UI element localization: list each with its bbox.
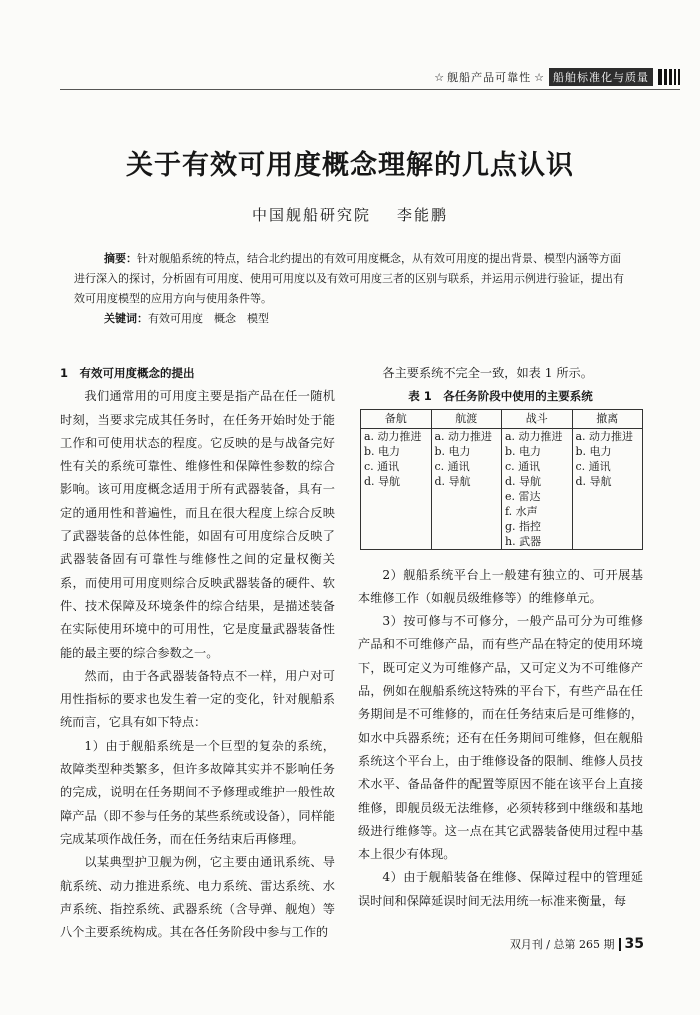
paragraph: 2）舰船系统平台上一般建有独立的、可开展基本维修工作（如舰员级维修等）的维修单元。 [358,567,643,605]
table-header-cell: 航渡 [431,409,502,428]
table-item: a. 动力推进 [364,429,422,443]
mission-systems-table [360,409,643,550]
table-item: f. 水声 [505,504,538,518]
keywords-text: 有效可用度 概念 模型 [148,312,269,325]
table-header-cell: 备航 [361,409,432,428]
header-rule [60,89,680,90]
table-item: g. 指控 [505,519,542,533]
running-header [431,68,680,86]
abstract-text: 针对舰船系统的特点，结合北约提出的有效可用度概念，从有效可用度的提出背景、模型内涵等方面进行深入的探讨，分析固有可用度、使用可用度以及有效可用度三者的区别与联系，并运用示例进行验证，提出有效可用度模型的应用方向与使用条件等。 [74,252,624,305]
table-item: b. 电力 [364,444,401,458]
table-cell [502,428,573,549]
star-icon: ☆ [434,70,445,84]
table-header-cell: 撤离 [572,409,643,428]
table-item: a. 动力推进 [575,429,634,443]
table-caption: 表 1 各任务阶段中使用的主要系统 [408,389,593,404]
left-column [60,362,335,944]
table-item: h. 武器 [505,534,542,548]
table-item: d. 导航 [505,474,542,488]
keywords-label: 关键词： [104,312,148,325]
section-heading: 1 有效可用度概念的提出 [60,366,195,380]
table-item: d. 导航 [364,474,401,488]
table-item: c. 通讯 [364,459,400,473]
table-item: c. 通讯 [434,459,470,473]
paragraph: 3）按可修与不可修分，一般产品可分为可维修产品和不可维修产品，而有些产品在特定的使用环境下，既可定义为可维修产品，又可定义为不可维修产品，例如在舰船系统这特殊的平台下，有些产品在任务期间是不可维修的，而在任务结束后是可维修的，如水中兵器系统；还有在任务期间可维修，但在舰船系统这个平台上，由于维修设备的限制、维修人员技术水平、备品备件的配置等原因不能在该平台上直接维修，即舰员级无法维修，必须转移到中继级和基地级进行维修等。这一点在其它武器装备使用过程中基本上很少有体现。 [358,614,643,862]
table-cell [431,428,502,549]
right-column [358,362,643,913]
table-item: d. 导航 [575,474,612,488]
table-cell [361,428,432,549]
table-item: c. 通讯 [575,459,611,473]
table-item: b. 电力 [575,444,612,458]
table-cell [572,428,643,549]
byline [0,204,700,225]
paragraph: 各主要系统不完全一致，如表 1 所示。 [382,366,593,380]
table-item: a. 动力推进 [505,429,563,443]
paragraph: 然而，由于各武器装备特点不一样，用户对可用性指标的要求也发生着一定的变化，针对舰船系统而言，它具有如下特点： [60,668,335,730]
paragraph: 4）由于舰船装备在维修、保障过程中的管理延误时间和保障延误时间无法用统一标准来衡量，每 [358,870,643,908]
running-header-section: 舰船产品可靠性 [447,71,532,84]
page-number: 35 [624,936,644,952]
article-title: 关于有效可用度概念理解的几点认识 [126,150,574,181]
abstract [74,249,630,329]
star-icon: ☆ [534,70,544,84]
paragraph: 我们通常用的可用度主要是指产品在任一随机时刻，当要求完成其任务时，在任务开始时处于能工作和可使用状态的程度。它反映的是与战备完好性有关的系统可靠性、维修性和保障性参数的综合影响。该可用度概念适用于所有武器装备，具有一定的通用性和普遍性，而且在很大程度上综合反映了武器装备的总体性能，如固有可用度综合反映了武器装备固有可靠性与维修性之间的定量权衡关系，而使用可用度则综合反映武器装备的硬件、软件、技术保障及环境条件的综合结果，是描述装备在实际使用环境中的可用性，它是度量武器装备性能的最主要的综合参数之一。 [60,389,335,660]
table-item: c. 通讯 [505,459,541,473]
table-item: a. 动力推进 [434,429,493,443]
paragraph: 以某典型护卫舰为例，它主要由通讯系统、导航系统、动力推进系统、电力系统、雷达系统、水声系统、指控系统、武器系统（含导弹、舰炮）等八个主要系统构成。其在各任务阶段中参与工作的 [60,855,335,940]
journal-name-box: 船舶标准化与质量 [549,68,653,86]
decorative-bars-icon [656,69,680,85]
table-item: b. 电力 [434,444,471,458]
author-organization: 中国舰船研究院 [251,206,371,224]
issue-info: 双月刊 / 总第 265 期 [509,938,615,951]
table-item: d. 导航 [434,474,471,488]
keywords [74,309,630,329]
abstract-label: 摘要： [104,252,137,265]
page-footer [510,936,644,952]
table-header-cell: 战斗 [502,409,573,428]
table-item: b. 电力 [505,444,542,458]
footer-divider [619,938,621,951]
author-name: 李能鹏 [397,206,449,224]
table-item: e. 雷达 [505,489,541,503]
paragraph: 1）由于舰船系统是一个巨型的复杂的系统，故障类型种类繁多，但许多故障其实并不影响任务的完成，说明在任务期间不予修理或维护一般性故障产品（即不参与任务的某些系统或设备），同样能完成某项作战任务，而在任务结束后再修理。 [60,738,335,846]
